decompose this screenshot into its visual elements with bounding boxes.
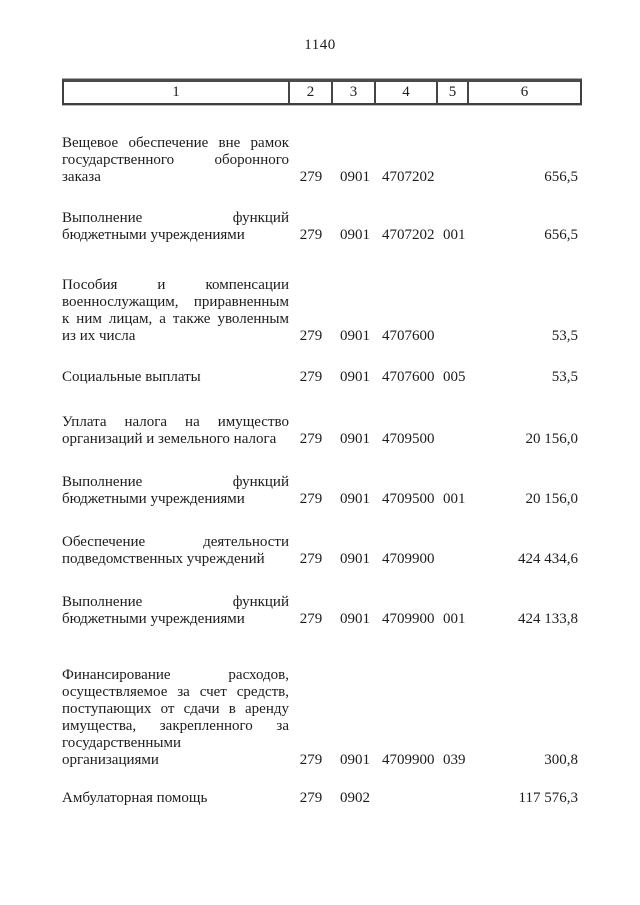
name-line: из их числа bbox=[62, 328, 136, 344]
name-line: осуществляемое за счет средств, bbox=[62, 684, 289, 700]
name-line: Вещевое обеспечение вне рамок bbox=[62, 135, 289, 151]
column-header-1: 1 bbox=[172, 84, 180, 100]
name-line: имущества, закрепленного за bbox=[62, 718, 289, 734]
cell-code-2: 279 bbox=[299, 431, 323, 447]
cell-code-5: 005 bbox=[443, 369, 466, 385]
row-name bbox=[62, 790, 289, 807]
name-line: Выполнение функций bbox=[62, 474, 289, 490]
name-line: бюджетными учреждениями bbox=[62, 227, 245, 243]
column-header-row bbox=[62, 79, 582, 105]
row-name bbox=[62, 369, 289, 386]
table-row bbox=[62, 135, 582, 186]
cell-code-5: 001 bbox=[443, 227, 466, 243]
name-line: организаций и земельного налога bbox=[62, 431, 277, 447]
column-header-2: 2 bbox=[288, 82, 331, 103]
cell-code-3: 0901 bbox=[340, 611, 370, 627]
name-line: бюджетными учреждениями bbox=[62, 611, 245, 627]
cell-code-2: 279 bbox=[299, 551, 323, 567]
cell-code-5: 001 bbox=[443, 491, 466, 507]
cell-code-5: 039 bbox=[443, 752, 466, 768]
cell-code-4: 4709500 bbox=[382, 491, 435, 507]
name-line: организациями bbox=[62, 752, 159, 768]
row-name bbox=[62, 277, 289, 345]
name-line: Выполнение функций bbox=[62, 594, 289, 610]
cell-code-3: 0901 bbox=[340, 369, 370, 385]
page-number: 1140 bbox=[304, 37, 336, 53]
name-line: Уплата налога на имущество bbox=[62, 414, 289, 430]
row-name bbox=[62, 594, 289, 628]
table-row bbox=[62, 369, 582, 386]
cell-amount: 53,5 bbox=[551, 369, 578, 385]
table-row bbox=[62, 594, 582, 628]
cell-code-3: 0901 bbox=[340, 169, 370, 185]
cell-code-2: 279 bbox=[299, 491, 323, 507]
name-line: Социальные выплаты bbox=[62, 369, 201, 385]
table-row bbox=[62, 534, 582, 568]
name-line: Выполнение функций bbox=[62, 210, 289, 226]
cell-code-3: 0902 bbox=[340, 790, 370, 806]
row-name bbox=[62, 210, 289, 244]
cell-code-3: 0901 bbox=[340, 328, 370, 344]
row-name bbox=[62, 135, 289, 186]
cell-code-4: 4707202 bbox=[382, 227, 435, 243]
row-name bbox=[62, 474, 289, 508]
name-line: Пособия и компенсации bbox=[62, 277, 289, 293]
cell-amount: 424 133,8 bbox=[518, 611, 578, 627]
cell-code-4: 4709500 bbox=[382, 431, 435, 447]
name-line: поступающих от сдачи в аренду bbox=[62, 701, 289, 717]
name-line: военнослужащим, приравненным bbox=[62, 294, 289, 310]
name-line: государственного оборонного bbox=[62, 152, 289, 168]
cell-code-2: 279 bbox=[299, 169, 323, 185]
cell-code-5: 001 bbox=[443, 611, 466, 627]
cell-code-4: 4709900 bbox=[382, 752, 435, 768]
name-line: к ним лицам, а также уволенным bbox=[62, 311, 289, 327]
name-line: Финансирование расходов, bbox=[62, 667, 289, 683]
cell-code-4: 4709900 bbox=[382, 551, 435, 567]
table-row bbox=[62, 414, 582, 448]
table-row bbox=[62, 790, 582, 807]
row-name bbox=[62, 414, 289, 448]
cell-code-2: 279 bbox=[299, 227, 323, 243]
cell-amount: 20 156,0 bbox=[525, 491, 578, 507]
cell-code-2: 279 bbox=[299, 369, 323, 385]
name-line: бюджетными учреждениями bbox=[62, 491, 245, 507]
cell-code-4: 4709900 bbox=[382, 611, 435, 627]
name-line: подведомственных учреждений bbox=[62, 551, 265, 567]
cell-amount: 117 576,3 bbox=[518, 790, 578, 806]
budget-table-body bbox=[62, 135, 582, 807]
name-line: государственными bbox=[62, 735, 181, 751]
cell-code-3: 0901 bbox=[340, 752, 370, 768]
cell-code-4: 4707202 bbox=[382, 169, 435, 185]
cell-amount: 53,5 bbox=[551, 328, 578, 344]
cell-code-3: 0901 bbox=[340, 431, 370, 447]
name-line: Обеспечение деятельности bbox=[62, 534, 289, 550]
table-row bbox=[62, 474, 582, 508]
table-row bbox=[62, 667, 582, 769]
cell-code-2: 279 bbox=[299, 611, 323, 627]
cell-code-3: 0901 bbox=[340, 491, 370, 507]
column-header-5: 5 bbox=[436, 82, 467, 103]
cell-code-2: 279 bbox=[299, 790, 323, 806]
table-row bbox=[62, 277, 582, 345]
column-header-6: 6 bbox=[467, 82, 580, 103]
name-line: заказа bbox=[62, 169, 101, 185]
cell-amount: 20 156,0 bbox=[525, 431, 578, 447]
column-header-4: 4 bbox=[374, 82, 436, 103]
row-name bbox=[62, 534, 289, 568]
table-row bbox=[62, 210, 582, 244]
cell-amount: 656,5 bbox=[544, 227, 578, 243]
cell-code-2: 279 bbox=[299, 328, 323, 344]
column-header-3: 3 bbox=[331, 82, 374, 103]
name-line: Амбулаторная помощь bbox=[62, 790, 208, 806]
cell-code-2: 279 bbox=[299, 752, 323, 768]
cell-amount: 300,8 bbox=[544, 752, 578, 768]
cell-code-4: 4707600 bbox=[382, 369, 435, 385]
cell-amount: 656,5 bbox=[544, 169, 578, 185]
row-name bbox=[62, 667, 289, 769]
cell-code-3: 0901 bbox=[340, 551, 370, 567]
cell-amount: 424 434,6 bbox=[518, 551, 578, 567]
cell-code-3: 0901 bbox=[340, 227, 370, 243]
cell-code-4: 4707600 bbox=[382, 328, 435, 344]
